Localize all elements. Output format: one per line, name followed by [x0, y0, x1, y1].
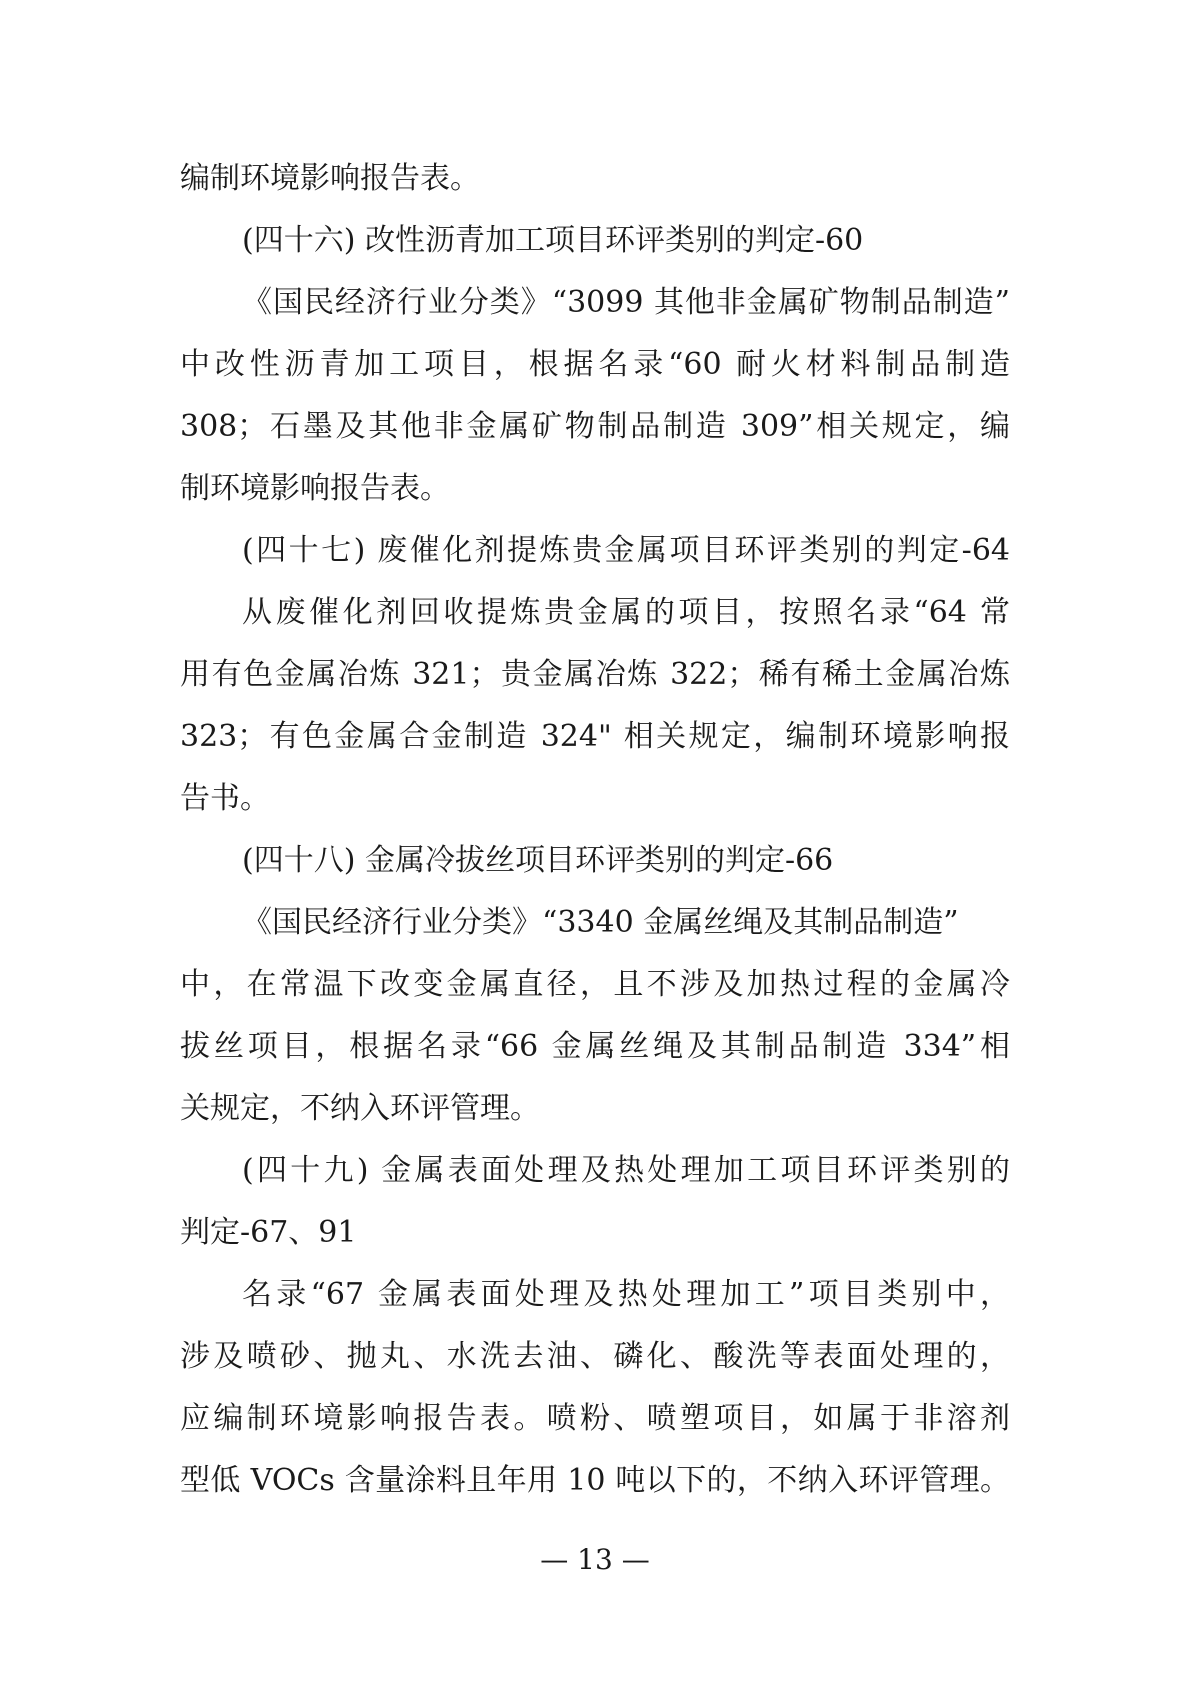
text-line: 应编制环境影响报告表。喷粉、喷塑项目，如属于非溶剂: [180, 1401, 1010, 1436]
page-number: — 13 —: [540, 1543, 650, 1576]
text-line: 从废催化剂回收提炼贵金属的项目，按照名录“64 常: [242, 595, 1010, 630]
text-line: (四十六) 改性沥青加工项目环评类别的判定-60: [242, 223, 864, 258]
text-line: 告书。: [180, 781, 270, 816]
text-line: 中改性沥青加工项目，根据名录“60 耐火材料制品制造: [180, 347, 1010, 382]
text-line: 型低 VOCs 含量涂料且年用 10 吨以下的，不纳入环评管理。: [180, 1463, 1010, 1498]
text-line: 用有色金属冶炼 321；贵金属冶炼 322；稀有稀土金属冶炼: [180, 657, 1010, 692]
text-line: 中，在常温下改变金属直径，且不涉及加热过程的金属冷: [180, 967, 1010, 1002]
text-line: 编制环境影响报告表。: [180, 161, 480, 196]
document-body: [180, 148, 1010, 1512]
text-line: (四十七) 废催化剂提炼贵金属项目环评类别的判定-64: [242, 533, 1010, 568]
text-line: 《国民经济行业分类》“3340 金属丝绳及其制品制造”: [242, 905, 959, 940]
text-line: 323；有色金属合金制造 324" 相关规定，编制环境影响报: [180, 719, 1010, 754]
text-line: 制环境影响报告表。: [180, 471, 450, 506]
text-line: 拔丝项目，根据名录“66 金属丝绳及其制品制造 334”相: [180, 1029, 1010, 1064]
text-line: 涉及喷砂、抛丸、水洗去油、磷化、酸洗等表面处理的，: [180, 1339, 1010, 1374]
text-line: 判定-67、91: [180, 1215, 357, 1250]
text-line: 308；石墨及其他非金属矿物制品制造 309”相关规定，编: [180, 409, 1010, 444]
text-line: 关规定，不纳入环评管理。: [180, 1091, 540, 1126]
text-line: (四十八) 金属冷拔丝项目环评类别的判定-66: [242, 843, 834, 878]
text-line: (四十九) 金属表面处理及热处理加工项目环评类别的: [242, 1153, 1010, 1188]
text-line: 名录“67 金属表面处理及热处理加工”项目类别中，: [242, 1277, 1010, 1312]
text-line: 《国民经济行业分类》“3099 其他非金属矿物制品制造”: [242, 285, 1010, 320]
